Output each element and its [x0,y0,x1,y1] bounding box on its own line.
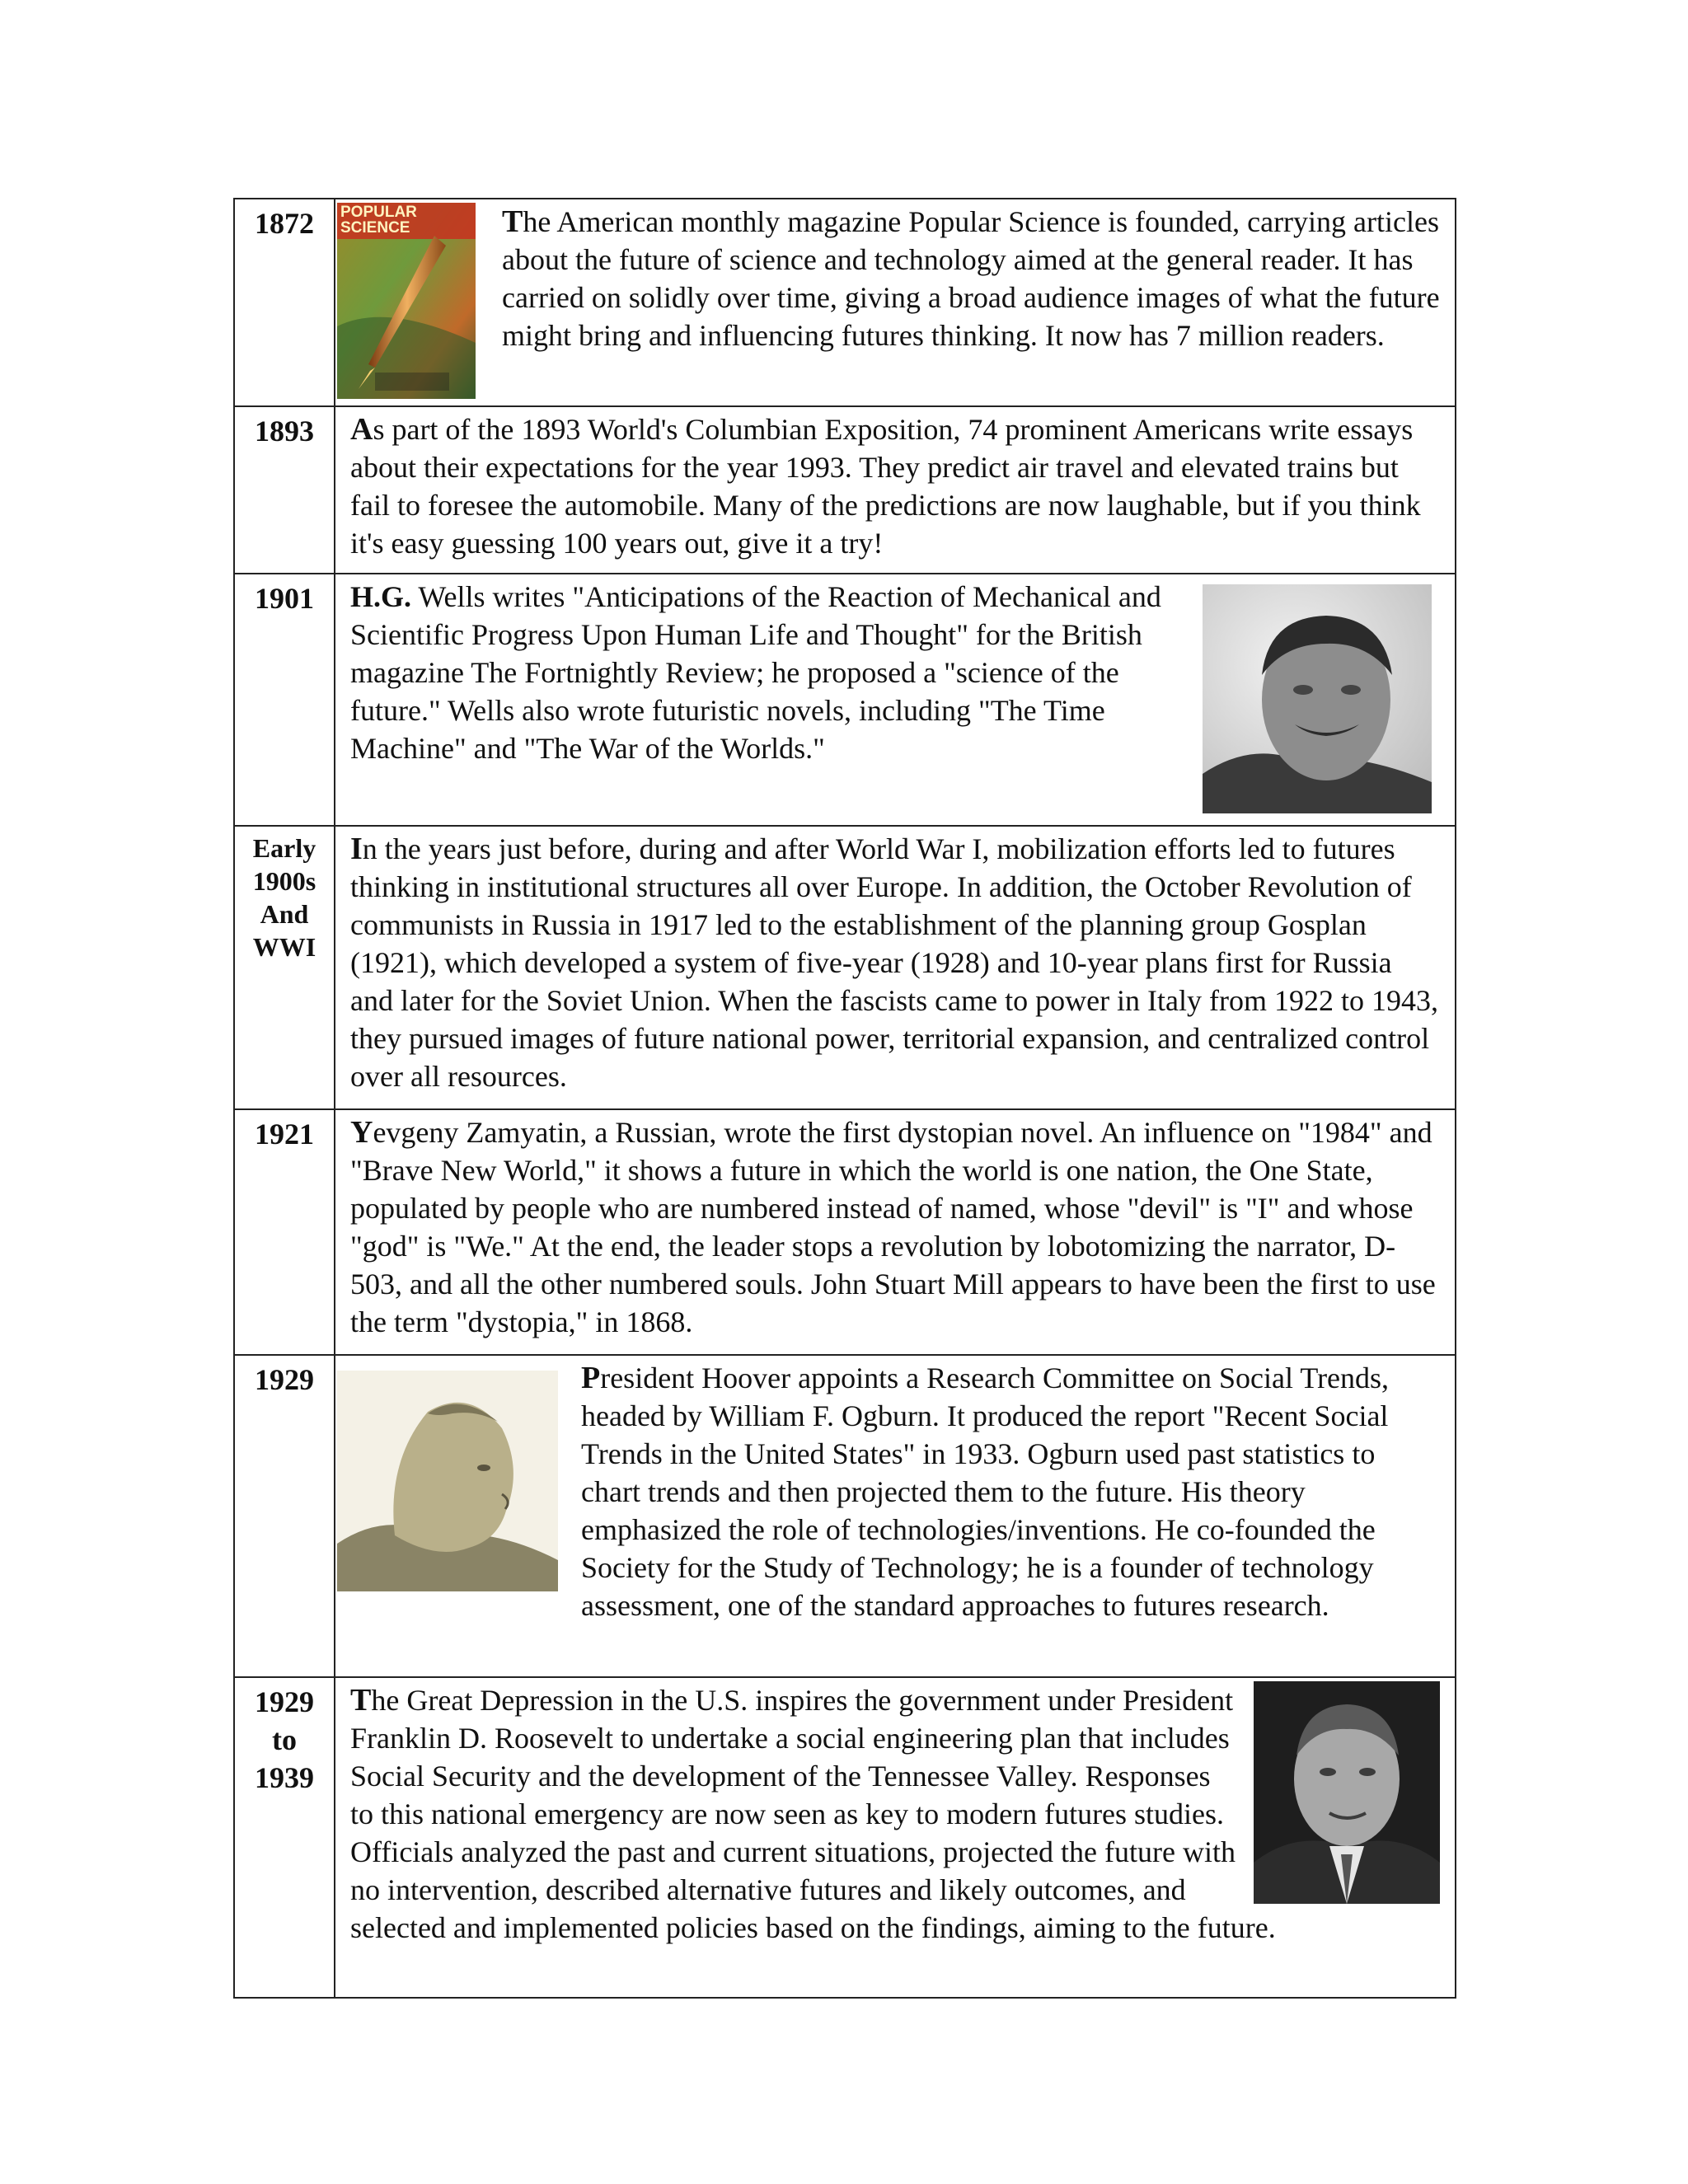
entry-text: n the years just before, during and after World War I, mobilization efforts led to futures thinking in institutional structures all over Europe. In addition, the October Revolution of communists in Russia in 1917 led to the establishment of the planning group Gosplan (1921), which developed a system of five-year (1928) and 10-year plans first for Russia and later for the Soviet Union. When the fascists came to power in Italy from 1922 to 1943, they pursued images of future national power, territorial expansion, and centralized control over all resources. [350,832,1439,1093]
entry-lead-letter: I [350,832,363,866]
entry-cell [335,826,1456,1109]
entry-text: he Great Depression in the U.S. inspires the government under President Franklin D. Roosevelt to undertake a social engineering plan that includes Social Security and the development of the Tennessee Valley. Responses to this national emergency are now seen as key to modern futures studies. Officials analyzed the past and current situations, projected the future with no intervention, described alternative futures and likely outcomes, and selected and implemented policies based on the findings, aiming to the future. [350,1684,1276,1944]
entry-cell [335,1355,1456,1677]
entry-cell [335,1109,1456,1355]
entry-text: evgeny Zamyatin, a Russian, wrote the first dystopian novel. An influence on "1984" and "Brave New World," it shows a future in which the world is one nation, the One State, populated by people who are numbered instead of named, whose "devil" is "I" and whose "god" is "We." At the end, the leader stops a revolution by lobotomizing the narrator, D-503, and all the other numbered souls. John Stuart Mill appears to have been the first to use the term "dystopia," in 1868. [350,1116,1436,1338]
entry-text: Wells writes "Anticipations of the Reaction of Mechanical and Scientific Progress Upon Human Life and Thought" for the British magazine The Fortnightly Review; he proposed a "science of the future." Wells also wrote futuristic novels, including "The Time Machine" and "The War of the Worlds." [350,580,1161,765]
year-label: 1893 [255,415,314,448]
year-label: 1901 [255,582,314,615]
timeline-row [234,1109,1456,1355]
entry-cell [335,406,1456,574]
year-label-line: WWI [252,932,316,962]
year-label-line: Early [252,833,316,863]
timeline-row [234,1677,1456,1998]
entry-text: resident Hoover appoints a Research Committee on Social Trends, headed by William F. Ogburn. It produced the report "Recent Social Trends in the United States" in 1933. Ogburn used past statistics to chart trends and then projected them to the future. His theory emphasized the role of technologies/inventions. He co-founded the Society for the Study of Technology; he is a founder of technology assessment, one of the standard approaches to futures research. [581,1361,1390,1622]
entry-text: s part of the 1893 World's Columbian Exposition, 74 prominent Americans write essays about their expectations for the year 1993. They predict air travel and elevated trains but fail to foresee the automobile. Many of the predictions are now laughable, but if you think it's easy guessing 100 years out, give it a try! [350,413,1421,560]
year-cell [234,574,335,826]
timeline-row [234,826,1456,1109]
year-label-line: 1900s [252,866,316,896]
entry-lead-letter: H.G. [350,580,412,613]
timeline-row [234,574,1456,826]
timeline-row [234,406,1456,574]
year-label: 1929 [255,1363,314,1396]
entry-cell [335,199,1456,406]
fdr-portrait [1254,1681,1440,1904]
timeline-table [233,198,1456,1999]
entry-lead-letter: T [350,1683,372,1718]
year-cell [234,406,335,574]
popular-science-cover-image [337,203,476,399]
william-ogburn-portrait [337,1371,558,1591]
year-label-line: 1929 [255,1685,314,1718]
timeline-row [234,1355,1456,1677]
entry-cell [335,1677,1456,1998]
entry-lead-letter: P [581,1361,601,1395]
year-cell [234,1677,335,1998]
year-label-line: 1939 [255,1761,314,1794]
entry-cell [335,574,1456,826]
entry-lead-letter: T [502,204,523,239]
entry-lead-letter: A [350,412,373,447]
year-label: 1921 [255,1118,314,1151]
magazine-title: POPULAR SCIENCE [340,204,417,237]
year-label-line: And [260,899,309,929]
year-label: 1872 [255,207,314,240]
year-cell [234,1355,335,1677]
entry-lead-letter: Y [350,1115,373,1150]
timeline-row [234,199,1456,406]
year-cell [234,826,335,1109]
entry-text: he American monthly magazine Popular Science is founded, carrying articles about the future of science and technology aimed at the general reader. It has carried on solidly over time, giving a broad audience images of what the future might bring and influencing futures thinking. It now has 7 million readers. [502,205,1440,352]
year-cell [234,199,335,406]
year-label-line: to [272,1723,297,1756]
year-cell [234,1109,335,1355]
hg-wells-portrait [1203,584,1432,813]
